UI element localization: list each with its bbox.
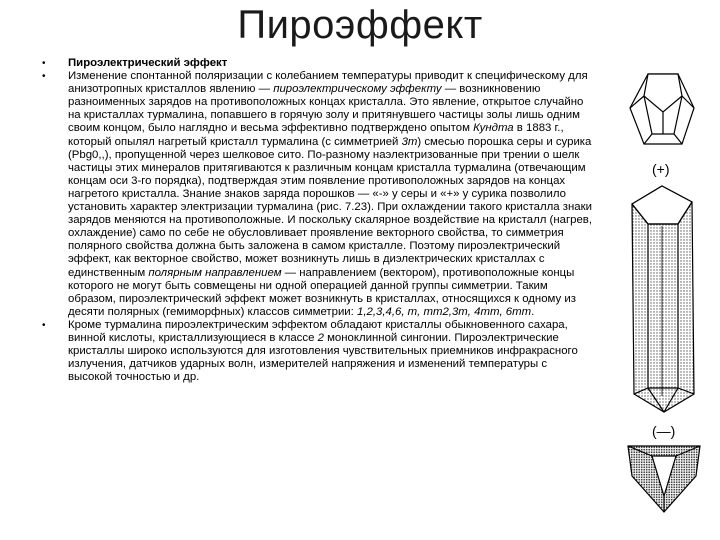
bullet-marker: • bbox=[42, 58, 46, 69]
paragraph-text: — направлением (вектором), противоположные концы которого не могут быть совмещены ни одной операцией данной группы симметрии. Таким образом, пироэлектрический эффект может возникнуть в кристаллах, относящихся к одному из десяти полярных (гемиморфных) классов симметрии: bbox=[68, 266, 576, 318]
paragraph-text: Изменение спонтанной поляризации с колебанием температуры приводит к специфическому для анизотропных кристаллов явлению — bbox=[68, 70, 588, 96]
class-2: 2 bbox=[317, 331, 324, 344]
prism-crystal bbox=[632, 186, 694, 412]
paragraph-text: Кроме турмалина пироэлектрическим эффектом обладают кристаллы обыкновенного сахара, винной кислоты, кристаллизующиеся в классе bbox=[68, 318, 568, 344]
symmetry-3m: 3m bbox=[401, 135, 418, 148]
label-minus: (—) bbox=[652, 423, 676, 439]
bullet-heading: Пироэлектрический эффект bbox=[68, 57, 228, 69]
bullet-list bbox=[36, 57, 594, 384]
tourmaline-crystal-drawing bbox=[608, 56, 716, 516]
bullet-marker: • bbox=[42, 319, 46, 331]
term-polar-direction: полярным направлением bbox=[148, 266, 282, 279]
term-pyroelectric-effect: пироэлектрическому эффекту bbox=[273, 83, 442, 96]
slide-body bbox=[36, 57, 594, 384]
paragraph-text: моноклинной сингонии. Пироэлектрические кристаллы широко используются для изготовления чувствительных приемников инфракрасного излучения, датчиков ударных волн, измерителей напряжения и изменений температуры с высокой точностью и др. bbox=[68, 331, 578, 384]
paragraph-text: — возникновению разноименных зарядов на противоположных концах кристалла. Это явление, открытое случайно на кристаллах турмалина, попавшего в горячую золу и притянувшего частицы золы лишь одним своим концом, было наглядно и весьма эффективно подтверждено опытом bbox=[68, 83, 584, 135]
bottom-view-crystal bbox=[628, 446, 700, 512]
bullet-item-1 bbox=[36, 57, 594, 70]
top-view-crystal bbox=[630, 74, 694, 144]
paragraph-text: в 1883 г., который опылял нагретый кристалл турмалина (с симметрией bbox=[68, 122, 564, 148]
bullet-item-2 bbox=[36, 70, 594, 319]
name-kundt: Кундта bbox=[473, 122, 514, 135]
bullet-item-3 bbox=[36, 319, 594, 384]
paragraph-text: ) смесью порошка серы и сурика (Pbg0,,), пропущенной через шелковое сито. По-разному наэлектризованные при трении о шелк частицы этих минералов притягиваются к различным концам кристалла турмалина (отвечающим концам оси 3-го порядка), подтверждая этим появление противоположных зарядов на концах нагретого кристалла. Знание знаков заряда порошков — «-» у серы и «+» у сурика позволило установить характер электризации турмалина (рис. 7.23). При охлаждении такого кристалла знаки зарядов меняются на противоположные. И поскольку скалярное воздействие на кристалл (нагрев, охлаждение) само по себе не обусловливает проявление векторного свойства, то симметрия полярного свойства должна быть заложена в самом кристалле. Поэтому пироэлектрический эффект, как векторное свойство, может возникнуть лишь в диэлектрических кристаллах с единственным bbox=[68, 135, 592, 279]
polar-classes-list: 1,2,3,4,6, m, mm2,3m, 4mm, 6mm bbox=[357, 305, 532, 318]
bullet-marker: • bbox=[42, 71, 46, 83]
paragraph-text: . bbox=[531, 305, 535, 318]
label-plus: (+) bbox=[652, 161, 670, 177]
slide-title: Пироэффект bbox=[237, 3, 483, 47]
tourmaline-crystal-figure bbox=[608, 56, 716, 516]
